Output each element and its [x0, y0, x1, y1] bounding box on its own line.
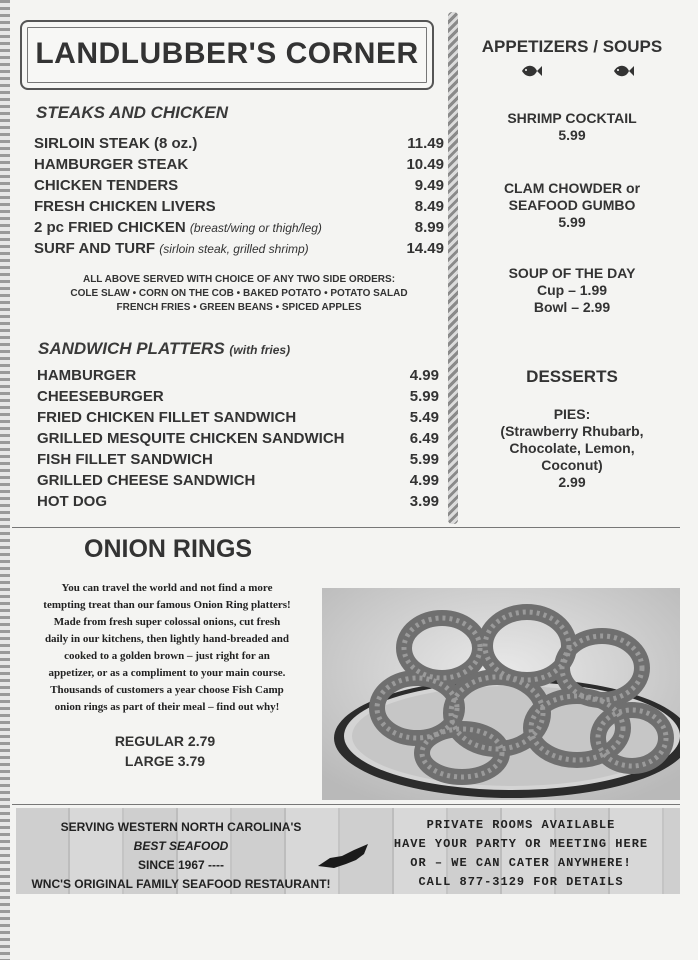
description-line: tempting treat than our famous Onion Ring platters! [43, 599, 291, 611]
side-orders-line: FRENCH FRIES • GREEN BEANS • SPICED APPLES [116, 302, 362, 313]
item-price: 5.99 [409, 451, 439, 468]
onion-rings-photo [322, 588, 680, 800]
item-price: 4.99 [409, 367, 439, 384]
item-name: CLAM CHOWDER or [503, 180, 641, 196]
item-name: CHEESEBURGER [37, 388, 164, 405]
sandwich-heading [38, 339, 290, 359]
item-price: 14.49 [406, 240, 444, 257]
menu-item [34, 219, 444, 240]
item-price: 3.99 [409, 493, 439, 510]
menu-item [37, 367, 439, 388]
menu-item [37, 451, 439, 472]
rope-divider [448, 12, 458, 524]
item-name: CHICKEN TENDERS [34, 177, 179, 194]
side-orders-line: COLE SLAW • CORN ON THE COB • BAKED POTATO • POTATO SALAD [70, 288, 408, 299]
item-name: SOUP OF THE DAY [508, 265, 636, 281]
menu-item [34, 240, 444, 261]
title-frame [20, 20, 434, 90]
item-name: FRESH CHICKEN LIVERS [34, 198, 216, 215]
footer-line: SERVING WESTERN NORTH CAROLINA'S [60, 820, 302, 834]
side-orders [34, 273, 444, 315]
menu-item [37, 430, 439, 451]
item-name: 2 pc FRIED CHICKEN [34, 219, 186, 236]
footer-line: OR – WE CAN CATER ANYWHERE! [410, 856, 632, 870]
item-name: GRILLED CHEESE SANDWICH [37, 472, 256, 489]
item-price: 4.99 [409, 472, 439, 489]
description-line: cooked to a golden brown – just right for an [64, 650, 270, 662]
item-name: SIRLOIN STEAK (8 oz.) [34, 135, 198, 152]
item-name: PIES: [553, 406, 591, 422]
item-price: 8.99 [414, 219, 444, 236]
onion-rings-description [32, 580, 302, 716]
chowder-gumbo [462, 180, 682, 231]
item-price: 11.49 [407, 135, 444, 152]
regular-price: REGULAR 2.79 [114, 733, 216, 749]
footer-banner [16, 808, 680, 894]
description-line: Thousands of customers a year choose Fish Camp [50, 684, 284, 696]
item-price: 5.49 [409, 409, 439, 426]
soup-of-the-day [462, 265, 682, 316]
description-line: daily in our kitchens, then lightly hand-breaded and [44, 633, 290, 645]
cup-price: Cup – 1.99 [536, 282, 608, 298]
footer-line: HAVE YOUR PARTY OR MEETING HERE [393, 837, 649, 851]
menu-item [34, 177, 444, 198]
footer-line: SINCE 1967 ---- [137, 858, 225, 872]
shrimp-cocktail [462, 110, 682, 144]
footer-slogan [16, 818, 346, 894]
section-divider [12, 804, 680, 805]
item-price: 10.49 [406, 156, 444, 173]
menu-item [37, 388, 439, 409]
item-price: 5.99 [558, 127, 586, 143]
footer-line: WNC'S ORIGINAL FAMILY SEAFOOD RESTAURANT! [31, 877, 331, 891]
description-line: onion rings as part of their meal – find out why! [54, 701, 280, 713]
item-description: (breast/wing or thigh/leg) [189, 221, 322, 235]
large-price: LARGE 3.79 [124, 753, 206, 769]
footer-line: CALL 877-3129 FOR DETAILS [418, 875, 624, 889]
side-orders-intro: ALL ABOVE SERVED WITH CHOICE OF ANY TWO SIDE ORDERS: [82, 274, 396, 285]
item-price: 5.99 [409, 388, 439, 405]
pie-flavors: (Strawberry Rhubarb, [500, 423, 644, 439]
fish-icon [520, 62, 542, 80]
item-price: 9.49 [414, 177, 444, 194]
sandwich-heading-text: SANDWICH PLATTERS [38, 339, 225, 358]
description-line: appetizer, or as a compliment to your main course. [48, 667, 286, 679]
item-price: 5.99 [558, 214, 586, 230]
menu-item [37, 493, 439, 514]
menu-item [37, 472, 439, 493]
menu-item [34, 135, 444, 156]
item-price: 8.49 [414, 198, 444, 215]
item-name: SURF AND TURF [34, 240, 156, 257]
onion-rings-title: ONION RINGS [84, 535, 253, 563]
north-carolina-map-icon [316, 840, 370, 870]
appetizers-heading: APPETIZERS / SOUPS [481, 37, 663, 56]
description-line: Made from fresh super colossal onions, cut fresh [53, 616, 281, 628]
desserts-heading: DESSERTS [526, 367, 618, 386]
item-name: FRIED CHICKEN FILLET SANDWICH [37, 409, 297, 426]
menu-item [34, 156, 444, 177]
menu-item [34, 198, 444, 219]
footer-line: BEST SEAFOOD [133, 839, 229, 853]
page-title: LANDLUBBER'S CORNER [35, 37, 419, 70]
item-name: HAMBURGER STEAK [34, 156, 189, 173]
item-name: HAMBURGER [37, 367, 137, 384]
spiral-binding [0, 0, 10, 960]
item-name-line2: SEAFOOD GUMBO [508, 197, 636, 213]
fish-icon [612, 62, 634, 80]
pie-flavors: Chocolate, Lemon, [509, 440, 635, 456]
bowl-price: Bowl – 2.99 [533, 299, 611, 315]
section-divider [12, 527, 680, 528]
description-line: You can travel the world and not find a more [61, 582, 273, 594]
footer-private-rooms [366, 816, 676, 892]
pies [462, 406, 682, 491]
sandwich-heading-note: (with fries) [229, 343, 291, 357]
footer-line: PRIVATE ROOMS AVAILABLE [426, 818, 616, 832]
item-description: (sirloin steak, grilled shrimp) [159, 242, 309, 256]
item-name: GRILLED MESQUITE CHICKEN SANDWICH [37, 430, 345, 447]
item-name: HOT DOG [37, 493, 107, 510]
steaks-heading: STEAKS AND CHICKEN [36, 103, 229, 122]
item-name: FISH FILLET SANDWICH [37, 451, 213, 468]
item-price: 6.49 [409, 430, 439, 447]
item-price: 2.99 [558, 474, 586, 490]
pie-flavors: Coconut) [541, 457, 603, 473]
menu-item [37, 409, 439, 430]
item-name: SHRIMP COCKTAIL [507, 110, 637, 126]
